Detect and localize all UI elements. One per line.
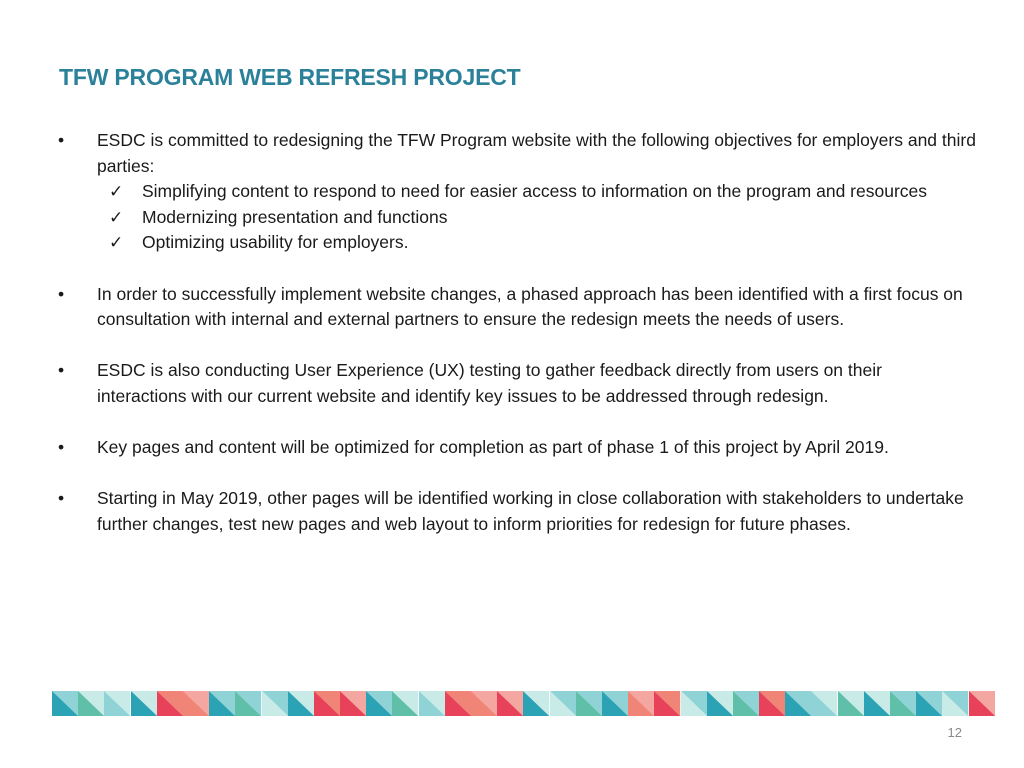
slide-title: TFW PROGRAM WEB REFRESH PROJECT bbox=[59, 64, 521, 90]
strip-tile bbox=[157, 691, 183, 716]
check-item-text: Modernizing presentation and functions bbox=[142, 206, 448, 227]
strip-tile bbox=[262, 691, 288, 716]
bullet-marker: • bbox=[58, 130, 65, 150]
strip-tile bbox=[890, 691, 916, 716]
bullet-text: ESDC is also conducting User Experience (UX) testing to gather feedback directly from users on their interactions with our current website and identify key issues to be addressed through redesign. bbox=[97, 360, 882, 406]
strip-tile bbox=[707, 691, 733, 716]
checkmark-icon: ✓ bbox=[109, 233, 124, 253]
decorative-triangle-strip bbox=[52, 691, 995, 716]
checkmark-icon: ✓ bbox=[109, 207, 124, 227]
strip-tile bbox=[811, 691, 837, 716]
strip-tile bbox=[340, 691, 366, 716]
bullet-item bbox=[56, 282, 976, 333]
bullet-text: ESDC is committed to redesigning the TFW Program website with the following objectives for employers and third parties: bbox=[97, 130, 976, 176]
bullet-list bbox=[56, 128, 976, 563]
strip-tile bbox=[288, 691, 314, 716]
strip-tile bbox=[366, 691, 392, 716]
strip-tile bbox=[209, 691, 235, 716]
bullet-item bbox=[56, 435, 976, 461]
bullet-item bbox=[56, 358, 976, 409]
strip-tile bbox=[392, 691, 418, 716]
strip-tile bbox=[628, 691, 654, 716]
strip-tile bbox=[235, 691, 261, 716]
bullet-text: Starting in May 2019, other pages will be identified working in close collaboration with stakeholders to undertake further changes, test new pages and web layout to inform priorities for redesign for future phases. bbox=[97, 488, 964, 534]
strip-tile bbox=[681, 691, 707, 716]
bullet-item bbox=[56, 486, 976, 537]
strip-tile bbox=[183, 691, 209, 716]
bullet-text: In order to successfully implement website changes, a phased approach has been identified with a first focus on consultation with internal and external partners to ensure the redesign meets the needs of users. bbox=[97, 283, 963, 330]
strip-tile bbox=[445, 691, 471, 716]
strip-tile bbox=[838, 691, 864, 716]
page-number: 12 bbox=[947, 725, 962, 740]
check-item bbox=[97, 179, 976, 205]
strip-tile bbox=[471, 691, 497, 716]
strip-tile bbox=[759, 691, 785, 716]
strip-tile bbox=[104, 691, 130, 716]
check-item bbox=[97, 230, 976, 256]
check-item bbox=[97, 205, 976, 231]
strip-tile bbox=[942, 691, 968, 716]
strip-tile bbox=[131, 691, 157, 716]
check-item-text: Simplifying content to respond to need for easier access to information on the program and resources bbox=[142, 181, 928, 202]
bullet-marker: • bbox=[58, 360, 65, 381]
strip-tile bbox=[864, 691, 890, 716]
strip-tile bbox=[916, 691, 942, 716]
bullet-marker: • bbox=[58, 283, 65, 304]
strip-tile bbox=[785, 691, 811, 716]
strip-tile bbox=[314, 691, 340, 716]
strip-tile bbox=[602, 691, 628, 716]
checkmark-icon: ✓ bbox=[109, 182, 124, 202]
strip-tile bbox=[733, 691, 759, 716]
bullet-marker: • bbox=[58, 437, 65, 458]
strip-tile bbox=[550, 691, 576, 716]
strip-tile bbox=[969, 691, 995, 716]
strip-tile bbox=[419, 691, 445, 716]
strip-tile bbox=[523, 691, 549, 716]
strip-tile bbox=[52, 691, 78, 716]
strip-tile bbox=[654, 691, 680, 716]
strip-tile bbox=[497, 691, 523, 716]
strip-tile bbox=[576, 691, 602, 716]
bullet-text: Key pages and content will be optimized for completion as part of phase 1 of this project by April 2019. bbox=[97, 437, 889, 458]
bullet-item bbox=[56, 128, 976, 256]
strip-tile bbox=[78, 691, 104, 716]
bullet-marker: • bbox=[58, 488, 65, 509]
check-item-text: Optimizing usability for employers. bbox=[142, 232, 409, 253]
